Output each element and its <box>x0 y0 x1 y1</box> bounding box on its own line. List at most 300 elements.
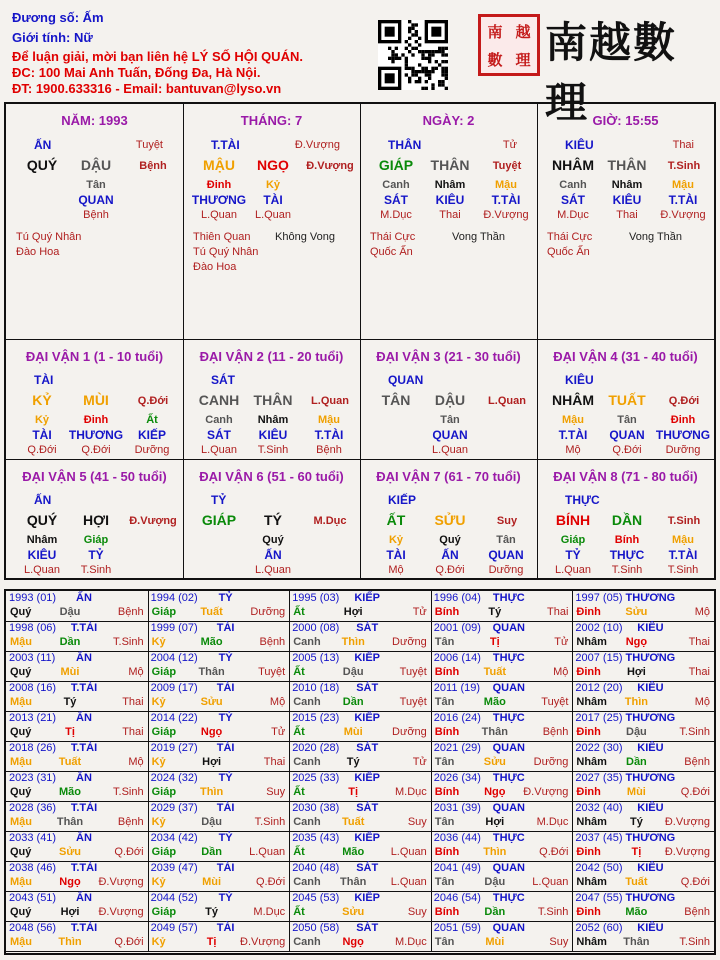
year-branch: Tuất <box>200 606 223 618</box>
year-label: 2010 (18) <box>292 682 340 694</box>
year-stage: Mộ <box>128 666 144 678</box>
dai-van-cell <box>6 460 184 580</box>
pillar-cell <box>183 104 361 340</box>
cell-title: ĐẠI VẬN 7 (61 - 70 tuổi) <box>376 469 521 484</box>
year-stem: Nhâm <box>576 876 607 888</box>
year-stem: Quý <box>10 666 32 678</box>
year-stage: Đ.Vượng <box>664 816 710 828</box>
year-branch: Mão <box>483 696 506 708</box>
year-stage: Đ.Vượng <box>523 786 569 798</box>
year-stage: Mộ <box>553 666 569 678</box>
year-cell <box>289 651 432 682</box>
year-label: 2050 (58) <box>292 922 340 934</box>
year-stem: Nhâm <box>576 936 607 948</box>
year-stem: Bính <box>434 666 460 678</box>
year-cell <box>289 921 432 952</box>
year-branch: Hợi <box>343 606 363 618</box>
year-ten-god: KIÊU <box>637 922 664 934</box>
heavenly-stem: BÍNH <box>555 512 591 528</box>
gender: Giới tính: Nữ <box>12 30 93 45</box>
year-cell <box>572 591 715 622</box>
hidden-stem: Mậu <box>562 414 584 426</box>
year-ten-god: TỶ <box>218 772 233 784</box>
year-label: 2000 (08) <box>292 622 340 634</box>
year-stage: M.Dục <box>536 816 569 828</box>
tomb-top: Đ.Vượng <box>294 139 340 151</box>
year-ten-god: THỰC <box>492 592 525 604</box>
year-stem: Mậu <box>10 936 32 948</box>
year-stage: T.Sinh <box>113 786 144 798</box>
year-ten-god: T.TÀI <box>70 682 98 694</box>
year-label: 2035 (43) <box>292 832 340 844</box>
branch-stage: T.Sinh <box>667 515 701 527</box>
year-branch: Sửu <box>625 606 648 618</box>
year-branch: Dần <box>342 696 364 708</box>
shen-sha: Quốc Ấn <box>370 246 413 258</box>
year-stage: Thai <box>122 726 144 738</box>
year-branch: Dậu <box>626 726 647 738</box>
year-ten-god: TÀI <box>216 682 235 694</box>
year-stage: Mộ <box>694 606 710 618</box>
year-branch: Dậu <box>59 606 81 618</box>
ten-god-top: THÂN <box>388 138 422 152</box>
year-label: 2043 (51) <box>9 892 57 904</box>
year-stem: Kỷ <box>151 696 166 708</box>
hidden-stage: T.Sinh <box>80 564 112 576</box>
year-cell <box>431 771 574 802</box>
year-ten-god: TÀI <box>216 922 235 934</box>
dai-van-cell <box>360 340 538 460</box>
year-ten-god: QUAN <box>492 682 525 694</box>
year-cell <box>6 651 149 682</box>
year-stage: Tuyệt <box>258 666 286 678</box>
year-label: 2036 (44) <box>433 832 481 844</box>
year-ten-god: KIÊU <box>637 622 664 634</box>
year-stem: Kỷ <box>151 636 166 648</box>
year-branch: Tý <box>346 756 360 768</box>
year-label: 2042 (50) <box>575 862 623 874</box>
year-stage: T.Sinh <box>254 816 286 828</box>
year-ten-god: ẤN <box>76 892 92 904</box>
year-ten-god: TỶ <box>218 892 233 904</box>
year-label: 2016 (24) <box>433 712 481 724</box>
year-cell <box>148 621 291 652</box>
cell-title: ĐẠI VẬN 3 (21 - 30 tuổi) <box>376 349 521 364</box>
year-ten-god: ẤN <box>76 832 92 844</box>
cell-title: GIỜ: 15:55 <box>592 113 659 128</box>
year-branch: Tuất <box>58 756 82 768</box>
pillar-grid <box>4 102 716 580</box>
year-stage: Suy <box>549 936 569 948</box>
hidden-ten-god: QUAN <box>78 193 114 207</box>
year-stage: Dưỡng <box>392 636 427 648</box>
earthly-branch: DẬU <box>80 157 112 173</box>
year-stem: Kỷ <box>151 936 166 948</box>
heavenly-stem: QUÝ <box>26 157 58 173</box>
year-ten-god: SÁT <box>356 862 379 874</box>
year-stem: Canh <box>293 636 321 648</box>
year-ten-god: THƯƠNG <box>625 592 676 604</box>
year-label: 2021 (29) <box>433 742 481 754</box>
year-stage: Bệnh <box>542 726 569 738</box>
year-cell <box>572 651 715 682</box>
year-cell <box>431 711 574 742</box>
year-branch: Dậu <box>342 666 364 678</box>
year-stem: Mậu <box>10 756 32 768</box>
cell-title: ĐẠI VẬN 5 (41 - 50 tuổi) <box>22 469 167 484</box>
year-cell <box>148 801 291 832</box>
year-label: 1999 (07) <box>150 622 198 634</box>
year-ten-god: ẤN <box>76 772 92 784</box>
year-branch: Hợi <box>485 816 505 828</box>
year-branch: Tý <box>629 816 643 828</box>
tomb-top: Thai <box>672 139 694 151</box>
year-branch: Thân <box>340 876 367 888</box>
hidden-ten-god: T.TÀI <box>314 428 344 442</box>
year-cell <box>6 621 149 652</box>
earthly-branch: THÂN <box>430 157 470 173</box>
year-stage: Tử <box>412 756 427 768</box>
year-ten-god: THƯƠNG <box>625 832 676 844</box>
hidden-stage: L.Quan <box>554 564 592 576</box>
year-cell <box>572 861 715 892</box>
year-cell <box>148 651 291 682</box>
ten-god-top: KIẾP <box>388 493 417 507</box>
ten-god-top: T.TÀI <box>211 138 240 152</box>
hidden-stage: Q.Đới <box>435 564 465 576</box>
year-cell <box>431 741 574 772</box>
dai-van-cell <box>183 340 361 460</box>
year-stem: Quý <box>10 726 32 738</box>
year-label: 2005 (13) <box>292 652 340 664</box>
year-ten-god: THƯƠNG <box>625 892 676 904</box>
hidden-ten-god: THƯƠNG <box>68 428 124 442</box>
hidden-ten-god: SÁT <box>384 193 408 207</box>
cell-title: ĐẠI VẬN 2 (11 - 20 tuổi) <box>199 349 344 364</box>
seal-logo: 南 越 數 理 <box>478 14 540 76</box>
heavenly-stem: CANH <box>198 392 240 408</box>
hidden-stem: Bính <box>614 534 640 546</box>
hidden-stage: Dưỡng <box>488 564 524 576</box>
year-label: 2051 (59) <box>433 922 481 934</box>
year-stem: Đinh <box>576 906 601 918</box>
year-cell <box>431 891 574 922</box>
year-ten-god: TỶ <box>218 652 233 664</box>
year-stage: M.Dục <box>395 786 427 798</box>
shen-sha: Không Vong <box>275 231 335 243</box>
year-branch: Mùi <box>626 786 646 798</box>
year-branch: Ngọ <box>342 936 364 948</box>
hidden-stage: Đ.Vượng <box>660 209 706 221</box>
year-stem: Canh <box>293 816 321 828</box>
year-stage: L.Quan <box>532 876 569 888</box>
year-cell <box>431 621 574 652</box>
year-label: 2019 (27) <box>150 742 198 754</box>
year-cell <box>572 741 715 772</box>
hidden-stem: Nhâm <box>26 534 58 546</box>
year-cell <box>148 831 291 862</box>
year-stem: Quý <box>10 906 32 918</box>
year-cell <box>148 891 291 922</box>
year-label: 2009 (17) <box>150 682 198 694</box>
year-stem: Tân <box>434 816 455 828</box>
hidden-stem: Kỷ <box>34 414 50 426</box>
hidden-stage: M.Dục <box>380 209 412 221</box>
year-cell <box>148 861 291 892</box>
year-branch: Tị <box>489 636 500 648</box>
branch-stage: L.Quan <box>488 395 526 407</box>
year-ten-god: TÀI <box>216 622 235 634</box>
year-stage: Thai <box>122 696 144 708</box>
year-ten-god: ẤN <box>76 652 92 664</box>
year-cell <box>6 711 149 742</box>
year-label: 2022 (30) <box>575 742 623 754</box>
year-stem: Nhâm <box>576 636 607 648</box>
year-ten-god: TÀI <box>216 862 235 874</box>
hidden-stage: T.Sinh <box>611 564 643 576</box>
year-label: 1993 (01) <box>9 592 57 604</box>
year-cell <box>6 831 149 862</box>
year-branch: Thân <box>623 936 650 948</box>
year-label: 2025 (33) <box>292 772 340 784</box>
year-cell <box>289 801 432 832</box>
year-cell <box>148 741 291 772</box>
year-stem: Giáp <box>151 666 177 678</box>
year-branch: Sửu <box>483 756 506 768</box>
year-stage: T.Sinh <box>113 636 144 648</box>
branch-stage: Bệnh <box>139 160 167 172</box>
year-stage: Bệnh <box>684 906 710 918</box>
shen-sha: Thái Cực <box>547 231 593 243</box>
branch-stage: L.Quan <box>311 395 349 407</box>
year-stem: Quý <box>10 786 32 798</box>
year-stage: Dưỡng <box>533 756 569 768</box>
year-branch: Mão <box>342 846 365 858</box>
year-branch: Tý <box>205 906 219 918</box>
year-label: 2044 (52) <box>150 892 198 904</box>
year-branch: Mùi <box>60 666 80 678</box>
year-stem: Ất <box>293 786 305 798</box>
shen-sha: Thiên Quan <box>193 231 251 243</box>
hidden-ten-god: SÁT <box>207 428 231 442</box>
year-label: 2048 (56) <box>9 922 57 934</box>
hidden-stage: L.Quan <box>200 209 238 221</box>
year-ten-god: QUAN <box>492 622 525 634</box>
hidden-ten-god: THƯƠNG <box>191 193 247 207</box>
hidden-ten-god: QUAN <box>609 428 645 442</box>
year-stem: Canh <box>293 936 321 948</box>
year-stem: Kỷ <box>151 756 166 768</box>
year-stem: Quý <box>10 846 32 858</box>
earthly-branch: THÂN <box>607 157 647 173</box>
year-branch: Tị <box>65 726 75 738</box>
year-label: 2032 (40) <box>575 802 623 814</box>
year-ten-god: KIẾP <box>354 892 381 904</box>
shen-sha: Tú Quý Nhân <box>193 246 259 258</box>
year-ten-god: THỰC <box>492 892 525 904</box>
yearly-table <box>4 589 716 955</box>
branch-stage: Suy <box>496 515 518 527</box>
year-cell <box>572 801 715 832</box>
year-cell <box>289 861 432 892</box>
year-cell <box>6 891 149 922</box>
year-stage: Thai <box>263 756 286 768</box>
year-cell <box>289 681 432 712</box>
year-label: 2004 (12) <box>150 652 198 664</box>
year-stem: Giáp <box>151 846 177 858</box>
qr-code-icon[interactable] <box>378 20 448 90</box>
year-stem: Nhâm <box>576 816 607 828</box>
hidden-stage: Bệnh <box>316 444 342 456</box>
year-cell <box>572 621 715 652</box>
year-ten-god: KIẾP <box>354 772 381 784</box>
year-stem: Tân <box>434 636 455 648</box>
year-cell <box>289 741 432 772</box>
year-ten-god: THỰC <box>492 832 525 844</box>
year-stage: Tử <box>554 636 569 648</box>
hidden-stem: Ất <box>146 414 158 426</box>
year-label: 2014 (22) <box>150 712 198 724</box>
year-ten-god: THỰC <box>492 772 525 784</box>
owner-name: Đương số: Ấm <box>12 10 104 25</box>
earthly-branch: NGỌ <box>257 157 289 173</box>
year-stem: Giáp <box>151 906 177 918</box>
year-cell <box>148 681 291 712</box>
year-ten-god: T.TÀI <box>70 922 98 934</box>
year-stem: Tân <box>434 936 455 948</box>
year-stage: Đ.Vượng <box>98 906 144 918</box>
hidden-stage: L.Quan <box>254 209 292 221</box>
hidden-stage: Q.Đới <box>81 444 111 456</box>
hidden-stage: L.Quan <box>431 444 469 456</box>
year-cell <box>6 741 149 772</box>
year-cell <box>289 621 432 652</box>
address-line: ĐC: 100 Mai Anh Tuấn, Đống Đa, Hà Nội. <box>12 65 261 80</box>
earthly-branch: MÙI <box>83 392 109 408</box>
hidden-stem: Giáp <box>83 534 109 546</box>
hidden-ten-god: TÀI <box>263 193 283 207</box>
ten-god-top: ẤN <box>34 138 52 152</box>
year-ten-god: THỰC <box>492 652 525 664</box>
year-branch: Tý <box>488 606 502 618</box>
year-branch: Hợi <box>202 756 222 768</box>
ten-god-top: ẤN <box>34 493 52 507</box>
year-branch: Thìn <box>483 846 507 858</box>
year-ten-god: THƯƠNG <box>625 652 676 664</box>
branch-stage: Tuyệt <box>492 160 522 172</box>
hidden-stem: Kỷ <box>265 179 281 191</box>
year-ten-god: THỰC <box>492 712 525 724</box>
year-cell <box>572 681 715 712</box>
year-branch: Sửu <box>58 846 82 858</box>
year-stem: Nhâm <box>576 756 607 768</box>
hidden-stem: Kỷ <box>388 534 404 546</box>
year-cell <box>431 681 574 712</box>
shen-sha: Vong Thần <box>629 231 683 243</box>
hidden-stem: Giáp <box>560 534 586 546</box>
year-label: 2030 (38) <box>292 802 340 814</box>
year-stem: Bính <box>434 786 460 798</box>
earthly-branch: TUẤT <box>608 392 646 408</box>
dai-van-cell <box>6 340 184 460</box>
hidden-ten-god: SÁT <box>561 193 585 207</box>
cell-title: NGÀY: 2 <box>422 113 475 128</box>
year-stem: Quý <box>10 606 32 618</box>
year-stage: Tử <box>412 606 427 618</box>
year-cell <box>572 711 715 742</box>
hidden-stage: Đ.Vượng <box>483 209 529 221</box>
ten-god-top: TỶ <box>211 493 227 507</box>
hidden-stem: Quý <box>262 534 284 546</box>
hidden-stage: Dưỡng <box>665 444 701 456</box>
year-ten-god: KIÊU <box>637 742 664 754</box>
year-ten-god: T.TÀI <box>70 622 98 634</box>
year-branch: Tý <box>63 696 77 708</box>
year-label: 1997 (05) <box>575 592 623 604</box>
year-stage: Mộ <box>694 696 710 708</box>
hidden-stem: Canh <box>382 179 410 191</box>
hidden-stem: Tân <box>86 179 106 191</box>
ten-god-top: KIÊU <box>565 138 594 152</box>
year-label: 2040 (48) <box>292 862 340 874</box>
year-ten-god: KIÊU <box>637 802 664 814</box>
year-label: 2037 (45) <box>575 832 623 844</box>
year-branch: Sửu <box>200 696 223 708</box>
year-stem: Ất <box>293 906 305 918</box>
year-branch: Thân <box>198 666 225 678</box>
year-branch: Tuất <box>341 816 365 828</box>
year-stage: Đ.Vượng <box>98 876 144 888</box>
year-branch: Hợi <box>60 906 80 918</box>
year-stage: Dưỡng <box>392 726 427 738</box>
year-cell <box>572 891 715 922</box>
year-stage: T.Sinh <box>679 936 710 948</box>
year-stem: Nhâm <box>576 696 607 708</box>
year-branch: Thìn <box>199 786 224 798</box>
pillar-cell <box>537 104 715 340</box>
year-branch: Mùi <box>343 726 363 738</box>
cell-title: NĂM: 1993 <box>61 113 128 128</box>
year-label: 2046 (54) <box>433 892 481 904</box>
earthly-branch: HỢI <box>83 512 109 528</box>
year-cell <box>289 891 432 922</box>
hidden-stage: T.Sinh <box>667 564 699 576</box>
year-cell <box>6 801 149 832</box>
year-branch: Tuất <box>483 666 506 678</box>
year-label: 2013 (21) <box>9 712 57 724</box>
year-branch: Mùi <box>202 876 222 888</box>
year-stage: Suy <box>266 786 286 798</box>
hidden-ten-god: KIÊU <box>612 193 642 207</box>
branch-stage: Q.Đới <box>668 395 700 407</box>
branch-stage: M.Dục <box>313 515 347 527</box>
year-stem: Đinh <box>576 846 601 858</box>
year-label: 2031 (39) <box>433 802 481 814</box>
year-branch: Dậu <box>484 876 506 888</box>
branch-stage: T.Sinh <box>667 160 701 172</box>
year-label: 2027 (35) <box>575 772 623 784</box>
year-label: 2015 (23) <box>292 712 340 724</box>
year-stage: L.Quan <box>390 846 427 858</box>
year-branch: Dậu <box>201 816 222 828</box>
year-stage: Bệnh <box>259 636 286 648</box>
year-label: 2006 (14) <box>433 652 481 664</box>
year-label: 2047 (55) <box>575 892 623 904</box>
shen-sha: Đào Hoa <box>193 261 237 273</box>
year-ten-god: TỶ <box>218 592 233 604</box>
hidden-stage: Q.Đới <box>27 444 57 456</box>
year-stage: Mộ <box>128 756 144 768</box>
